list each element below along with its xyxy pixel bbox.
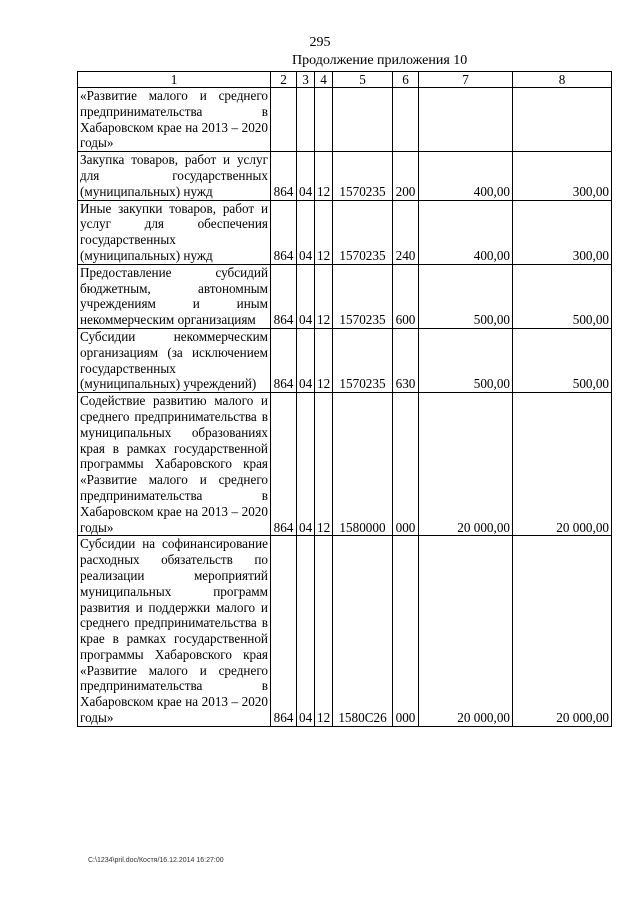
row-name: Субсидии на софинансирование расходных обязательств по реализации мероприятий муниципальных программ развития и поддержки малого и среднего предпринимательства в крае в рамках государственной программы Хабаровского края «Развитие малого и среднего предпринимательства в Хабаровском крае на 2013 – 2020 годы» — [78, 536, 271, 727]
column-header: 6 — [393, 72, 419, 88]
cell-section: 04 — [297, 328, 315, 392]
cell-ministry: 864 — [271, 393, 297, 536]
cell-subsection: 12 — [315, 152, 333, 200]
cell-subsection: 12 — [315, 328, 333, 392]
cell-target-article: 1570235 — [333, 200, 393, 264]
cell-ministry — [271, 88, 297, 152]
cell-expense-type: 240 — [393, 200, 419, 264]
row-name: Предоставление субсидий бюджетным, автономным учреждениям и иным некоммерческим организациям — [78, 264, 271, 328]
cell-subsection: 12 — [315, 264, 333, 328]
cell-amount-2: 300,00 — [513, 200, 612, 264]
cell-target-article — [333, 88, 393, 152]
table-row — [78, 328, 612, 392]
page-number: 295 — [309, 35, 331, 50]
cell-subsection: 12 — [315, 200, 333, 264]
cell-subsection: 12 — [315, 393, 333, 536]
table-row — [78, 393, 612, 536]
cell-amount-1: 500,00 — [419, 264, 513, 328]
cell-target-article: 1570235 — [333, 152, 393, 200]
cell-target-article: 1570235 — [333, 328, 393, 392]
cell-amount-2: 500,00 — [513, 328, 612, 392]
cell-section: 04 — [297, 200, 315, 264]
column-header: 8 — [513, 72, 612, 88]
cell-section: 04 — [297, 152, 315, 200]
budget-table — [77, 71, 612, 727]
table-row — [78, 264, 612, 328]
row-name: Субсидии некоммерческим организациям (за исключением государственных (муниципальных) учреждений) — [78, 328, 271, 392]
column-header: 4 — [315, 72, 333, 88]
cell-amount-2: 20 000,00 — [513, 536, 612, 727]
row-name: «Развитие малого и среднего предпринимательства в Хабаровском крае на 2013 – 2020 годы» — [78, 88, 271, 152]
cell-section: 04 — [297, 536, 315, 727]
cell-ministry: 864 — [271, 200, 297, 264]
cell-section: 04 — [297, 264, 315, 328]
cell-ministry: 864 — [271, 152, 297, 200]
cell-amount-1: 500,00 — [419, 328, 513, 392]
table-row — [78, 152, 612, 200]
cell-subsection: 12 — [315, 536, 333, 727]
cell-target-article: 1580С26 — [333, 536, 393, 727]
continuation-title: Продолжение приложения 10 — [292, 53, 468, 68]
cell-expense-type: 600 — [393, 264, 419, 328]
table-row — [78, 200, 612, 264]
table-row — [78, 88, 612, 152]
cell-amount-1: 20 000,00 — [419, 536, 513, 727]
column-header: 1 — [78, 72, 271, 88]
cell-target-article: 1570235 — [333, 264, 393, 328]
cell-expense-type: 000 — [393, 536, 419, 727]
column-header: 7 — [419, 72, 513, 88]
row-name: Содействие развитию малого и среднего предпринимательства в муниципальных образованиях края в рамках государственной программы Хабаровского края «Развитие малого и среднего предпринимательства в Хабаровском крае на 2013 – 2020 годы» — [78, 393, 271, 536]
cell-amount-2: 20 000,00 — [513, 393, 612, 536]
cell-subsection — [315, 88, 333, 152]
column-header: 2 — [271, 72, 297, 88]
footer-file-path: C:\1234\pril.doc/Костя/16.12.2014 16:27:00 — [88, 857, 224, 864]
column-header: 5 — [333, 72, 393, 88]
cell-target-article: 1580000 — [333, 393, 393, 536]
column-header: 3 — [297, 72, 315, 88]
cell-section: 04 — [297, 393, 315, 536]
cell-section — [297, 88, 315, 152]
cell-expense-type: 630 — [393, 328, 419, 392]
cell-ministry: 864 — [271, 536, 297, 727]
cell-ministry: 864 — [271, 264, 297, 328]
cell-ministry: 864 — [271, 328, 297, 392]
cell-expense-type: 000 — [393, 393, 419, 536]
cell-amount-2: 300,00 — [513, 152, 612, 200]
cell-amount-2: 500,00 — [513, 264, 612, 328]
cell-amount-1: 400,00 — [419, 200, 513, 264]
table-header-row — [78, 72, 612, 88]
table-row — [78, 536, 612, 727]
cell-amount-1: 400,00 — [419, 152, 513, 200]
cell-amount-2 — [513, 88, 612, 152]
cell-amount-1: 20 000,00 — [419, 393, 513, 536]
cell-expense-type: 200 — [393, 152, 419, 200]
cell-amount-1 — [419, 88, 513, 152]
row-name: Закупка товаров, работ и услуг для государственных (муниципальных) нужд — [78, 152, 271, 200]
cell-expense-type — [393, 88, 419, 152]
row-name: Иные закупки товаров, работ и услуг для обеспечения государственных (муниципальных) нужд — [78, 200, 271, 264]
